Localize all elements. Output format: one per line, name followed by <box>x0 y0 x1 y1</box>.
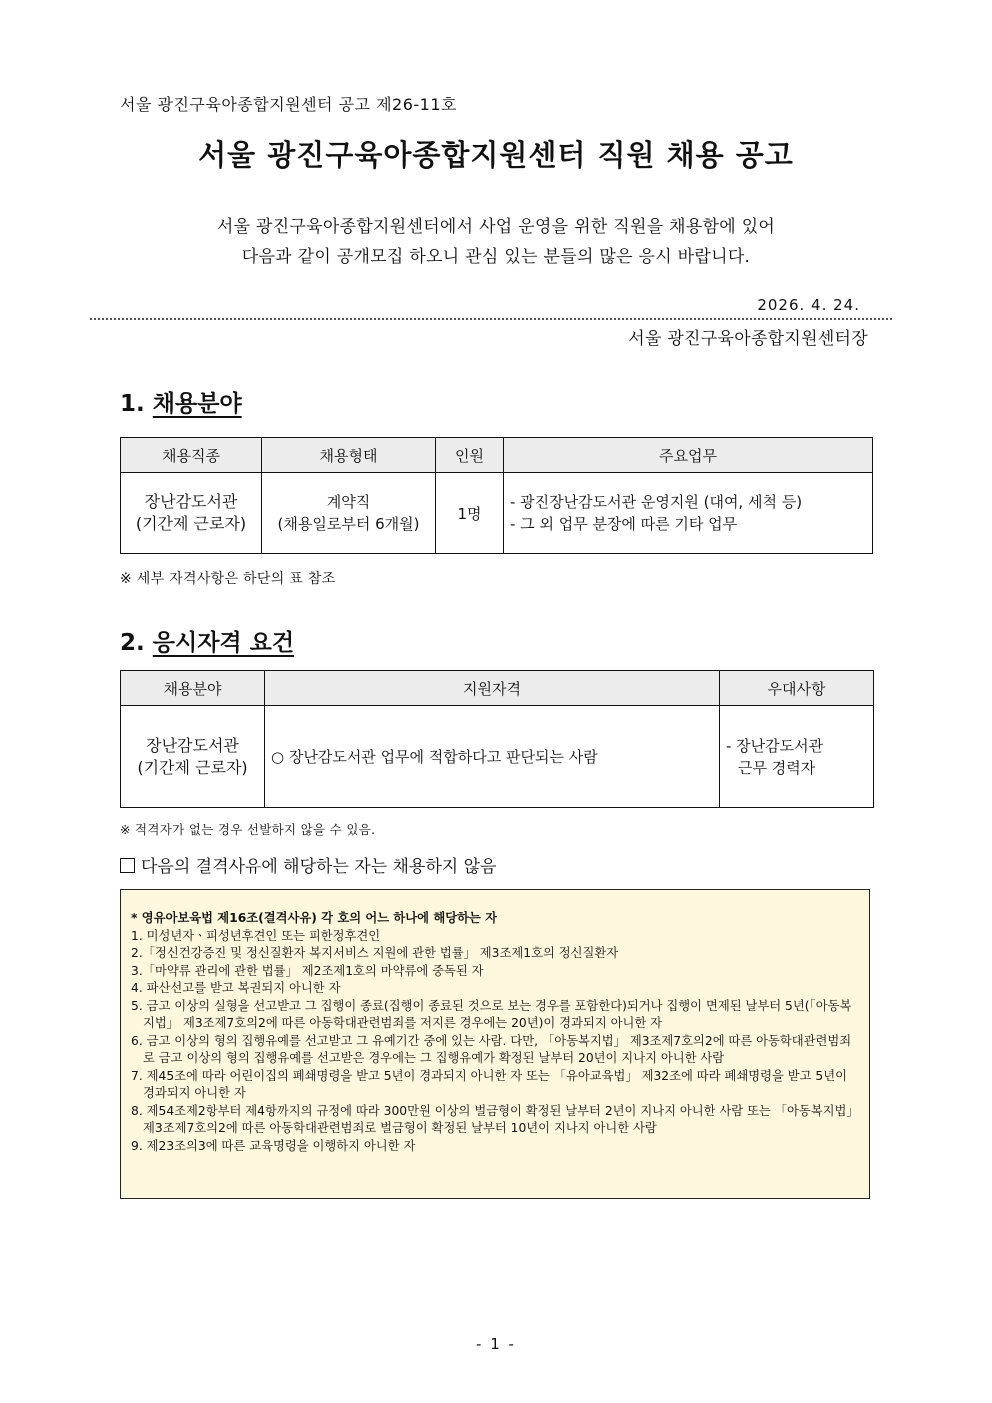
header-job-type: 채용직종 <box>121 438 262 473</box>
header-main-duties: 주요업무 <box>504 438 873 473</box>
employment-period: (채용일로부터 6개월) <box>277 515 420 533</box>
intro-line-1: 서울 광진구육아종합지원센터에서 사업 운영을 위한 직원을 채용함에 있어 <box>216 217 776 237</box>
page-title: 서울 광진구육아종합지원센터 직원 채용 공고 <box>198 138 794 172</box>
qualification-table <box>120 670 874 808</box>
list-item: 8. 제54조제2항부터 제4항까지의 규정에 따라 300만원 이상의 벌금형이 확정된 날부터 2년이 지나지 아니한 사람 또는 「아동복지법」 제3조제7호의2에 따른 아동학대관련범죄로 벌금형이 확정된 날부터 10년이 지나지 아니한 사람 <box>131 1103 859 1135</box>
announcement-date: 2026. 4. 24. <box>757 296 860 314</box>
duty-2: - 그 외 업무 분장에 따른 기타 업무 <box>510 515 738 533</box>
section-2-heading <box>120 624 294 657</box>
preference-line-2: 근무 경력자 <box>738 758 816 777</box>
section-1-heading <box>120 385 242 418</box>
cell-duties <box>504 473 873 554</box>
section-1-note: ※ 세부 자격사항은 하단의 표 참조 <box>120 571 336 587</box>
duty-1: - 광진장난감도서관 운영지원 (대여, 세척 등) <box>510 493 803 511</box>
cell-job <box>121 473 262 554</box>
cell-qualification: ○ 장난감도서관 업무에 적합하다고 판단되는 사람 <box>265 706 720 808</box>
job-name: 장난감도서관 <box>144 492 238 511</box>
list-item: 6. 금고 이상의 형의 집행유예를 선고받고 그 유예기간 중에 있는 사람. 다만, 「아동복지법」 제3조제7호의2에 따른 아동학대관련범죄로 금고 이상의 형의 집행유예를 선고받은 경우에는 그 집행유예가 확정된 날부터 20년이 지나지 아니한 사람 <box>131 1033 852 1065</box>
cell-field <box>121 706 265 808</box>
disqualification-box-heading: * 영유아보육법 제16조(결격사유) 각 호의 어느 하나에 해당하는 자 <box>131 911 498 925</box>
checkbox-icon <box>120 858 135 873</box>
list-item: 7. 제45조에 따라 어린이집의 폐쇄명령을 받고 5년이 경과되지 아니한 자 또는 「유아교육법」 제32조에 따라 폐쇄명령을 받고 5년이 경과되지 아니한 자 <box>131 1068 847 1100</box>
header-headcount: 인원 <box>436 438 504 473</box>
job-category: (기간제 근로자) <box>135 514 247 533</box>
cell-preference <box>720 706 874 808</box>
notice-number: 서울 광진구육아종합지원센터 공고 제26-11호 <box>120 95 458 114</box>
cell-employment-type <box>262 473 436 554</box>
cell-headcount: 1명 <box>436 473 504 554</box>
issuer: 서울 광진구육아종합지원센터장 <box>628 329 868 349</box>
list-item: 9. 제23조의3에 따른 교육명령을 이행하지 아니한 자 <box>131 1138 416 1153</box>
section-2-note: ※ 적격자가 없는 경우 선발하지 않을 수 있음. <box>120 822 376 837</box>
disqualification-box <box>120 889 870 1199</box>
header-employment-type: 채용형태 <box>262 438 436 473</box>
list-item: 1. 미성년자ㆍ피성년후견인 또는 피한정후견인 <box>131 928 381 943</box>
field-name: 장난감도서관 <box>146 735 239 755</box>
list-item: 4. 파산선고를 받고 복권되지 아니한 자 <box>131 981 341 995</box>
disqualification-heading-text: 다음의 결격사유에 해당하는 자는 채용하지 않음 <box>141 857 497 877</box>
page-number: - 1 - <box>476 1335 516 1353</box>
section-2-number: 2. <box>120 630 145 656</box>
header-qualification: 지원자격 <box>265 671 720 706</box>
intro-line-2: 다음과 같이 공개모집 하오니 관심 있는 분들의 많은 응시 바랍니다. <box>241 247 751 267</box>
header-preference: 우대사항 <box>720 671 874 706</box>
list-item: 2.「정신건강증진 및 정신질환자 복지서비스 지원에 관한 법률」 제3조제1호의 정신질환자 <box>131 946 619 960</box>
section-1-title: 채용분야 <box>152 391 242 417</box>
disqualification-heading <box>120 852 496 877</box>
dotted-divider <box>90 318 892 320</box>
recruitment-field-table <box>120 437 873 554</box>
list-item: 5. 금고 이상의 실형을 선고받고 그 집행이 종료(집행이 종료된 것으로 보는 경우를 포함한다)되거나 집행이 면제된 날부터 5년(「아동복지법」 제3조제7호의2에 따른 아동학대관련범죄를 저지른 경우에는 20년)이 경과되지 아니한 자 <box>131 998 852 1030</box>
field-category: (기간제 근로자) <box>137 757 248 777</box>
employment-type: 계약직 <box>326 493 371 511</box>
list-item: 3.「마약류 관리에 관한 법률」 제2조제1호의 마약류에 중독된 자 <box>131 963 484 978</box>
header-field: 채용분야 <box>121 671 265 706</box>
preference-line-1: - 장난감도서관 <box>726 736 824 755</box>
section-2-title: 응시자격 요건 <box>152 630 295 656</box>
section-1-number: 1. <box>120 391 145 417</box>
